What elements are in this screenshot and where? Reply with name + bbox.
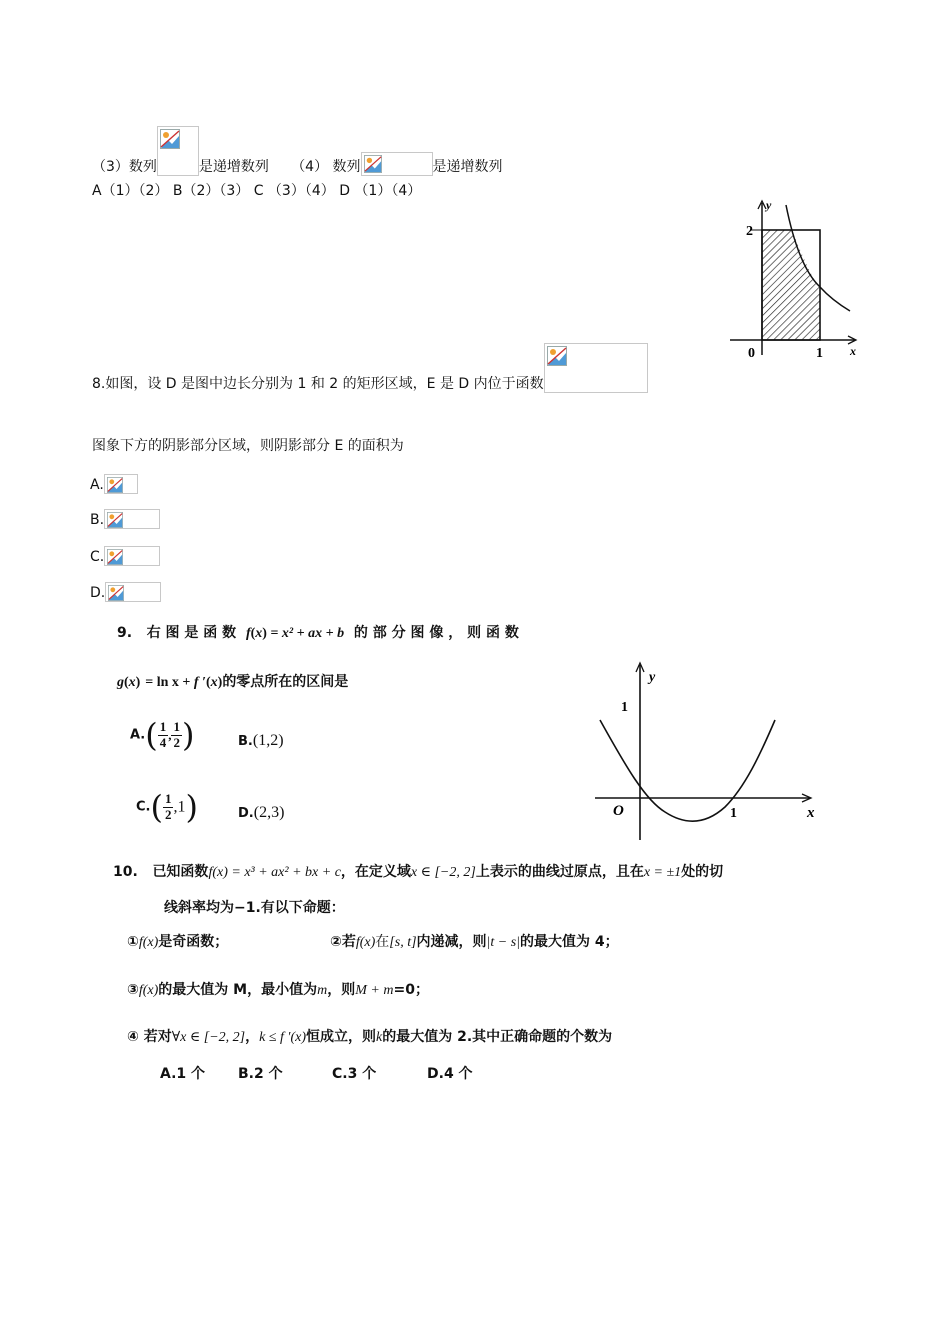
- option-image-placeholder: [104, 474, 138, 494]
- label-y: y: [649, 670, 656, 685]
- q8-option-a: A.: [90, 474, 138, 494]
- broken-image-icon: [107, 549, 123, 565]
- fraction-one-quarter: $\frac{1}{4}$: [159, 719, 167, 750]
- item-3-prefix: （3）数列: [92, 159, 157, 176]
- label-one: 1: [816, 346, 823, 361]
- label-origin: 0: [748, 346, 755, 361]
- label-y: y: [766, 198, 772, 212]
- q9-option-d: D.(2,3): [238, 804, 285, 821]
- q10-choice-d: D.4 个: [427, 1066, 473, 1082]
- q9-option-b: B.(1,2): [238, 732, 284, 749]
- option-image-placeholder: [104, 546, 160, 566]
- q9-graph: [585, 655, 835, 845]
- broken-image-icon: [160, 129, 180, 149]
- q9-stem-line2: g(x) = ln x + f ′(x)的零点所在的区间是: [117, 674, 349, 690]
- option-image-placeholder: [105, 582, 161, 602]
- q8-graph: [720, 195, 870, 365]
- label-x-one: 1: [730, 806, 737, 821]
- broken-image-icon: [108, 585, 124, 601]
- item-4-suffix: 是递增数列: [432, 159, 503, 176]
- q9-option-c: C.( $\frac{1}{2}$ ,1): [136, 788, 198, 826]
- q10-proposition-2: ②若f(x)在[s, t]内递减，则|t − s|的最大值为 4；: [330, 934, 619, 950]
- item-4-prefix: （4） 数列: [291, 159, 361, 176]
- label-two: 2: [746, 224, 753, 239]
- label-origin: O: [613, 803, 624, 819]
- q8-stem-line2: 图象下方的阴影部分区域，则阴影部分 E 的面积为: [92, 438, 404, 454]
- fraction-one-half: $\frac{1}{2}$: [164, 791, 172, 822]
- answer-choices-top: A（1）（2） B（2）（3） C （3）（4） D （1）（4）: [92, 183, 422, 199]
- sequence-image-placeholder: [157, 126, 199, 176]
- q8-stem-line1: 8.如图，设 D 是图中边长分别为 1 和 2 的矩形区域，E 是 D 内位于函数: [92, 343, 648, 393]
- q10-proposition-1: ①f(x)是奇函数；: [127, 934, 229, 950]
- parabola-curve: [600, 720, 775, 821]
- q8-option-d: D.: [90, 582, 161, 602]
- option-image-placeholder: [104, 509, 160, 529]
- q10-proposition-4: ④ 若对∀x ∈ [−2, 2]，k ≤ f ′(x)恒成立，则k的最大值为 2.其中正确命题的个数为: [127, 1029, 613, 1045]
- q10-proposition-3: ③f(x)的最大值为 M，最小值为m，则M + m=0；: [127, 982, 429, 998]
- q10-choice-a: A.1 个: [160, 1066, 206, 1082]
- fraction-one-half: $\frac{1}{2}$: [173, 719, 180, 750]
- broken-image-icon: [364, 155, 382, 173]
- label-x: x: [807, 805, 815, 821]
- label-x: x: [850, 344, 856, 358]
- q10-stem-line1: 10. 已知函数f(x) = x³ + ax² + bx + c，在定义域x ∈ [−2, 2]上表示的曲线过原点，且在x = ±1处的切: [113, 864, 724, 880]
- label-y-one: 1: [621, 700, 628, 715]
- broken-image-icon: [107, 512, 123, 528]
- item-3-line: [92, 126, 503, 176]
- q10-stem-line2: 线斜率均为−1.有以下命题：: [164, 900, 345, 916]
- function-image-placeholder: [544, 343, 648, 393]
- q9-option-a: A.( $\frac{1}{4}$ , $\frac{1}{2}$ ): [130, 716, 195, 754]
- shaded-region-e: [762, 230, 820, 340]
- q10-choice-b: B.2 个: [238, 1066, 283, 1082]
- q9-stem-line1: 9. 右 图 是 函 数 f(x) = x² + ax + b 的 部 分 图 像 ， 则 函 数: [117, 625, 519, 641]
- q8-option-c: C.: [90, 546, 160, 566]
- broken-image-icon: [107, 477, 123, 493]
- item-3-suffix: 是递增数列: [198, 159, 269, 176]
- sequence-image-placeholder: [361, 152, 433, 176]
- q10-choice-c: C.3 个: [332, 1066, 377, 1082]
- q8-option-b: B.: [90, 509, 160, 529]
- broken-image-icon: [547, 346, 567, 366]
